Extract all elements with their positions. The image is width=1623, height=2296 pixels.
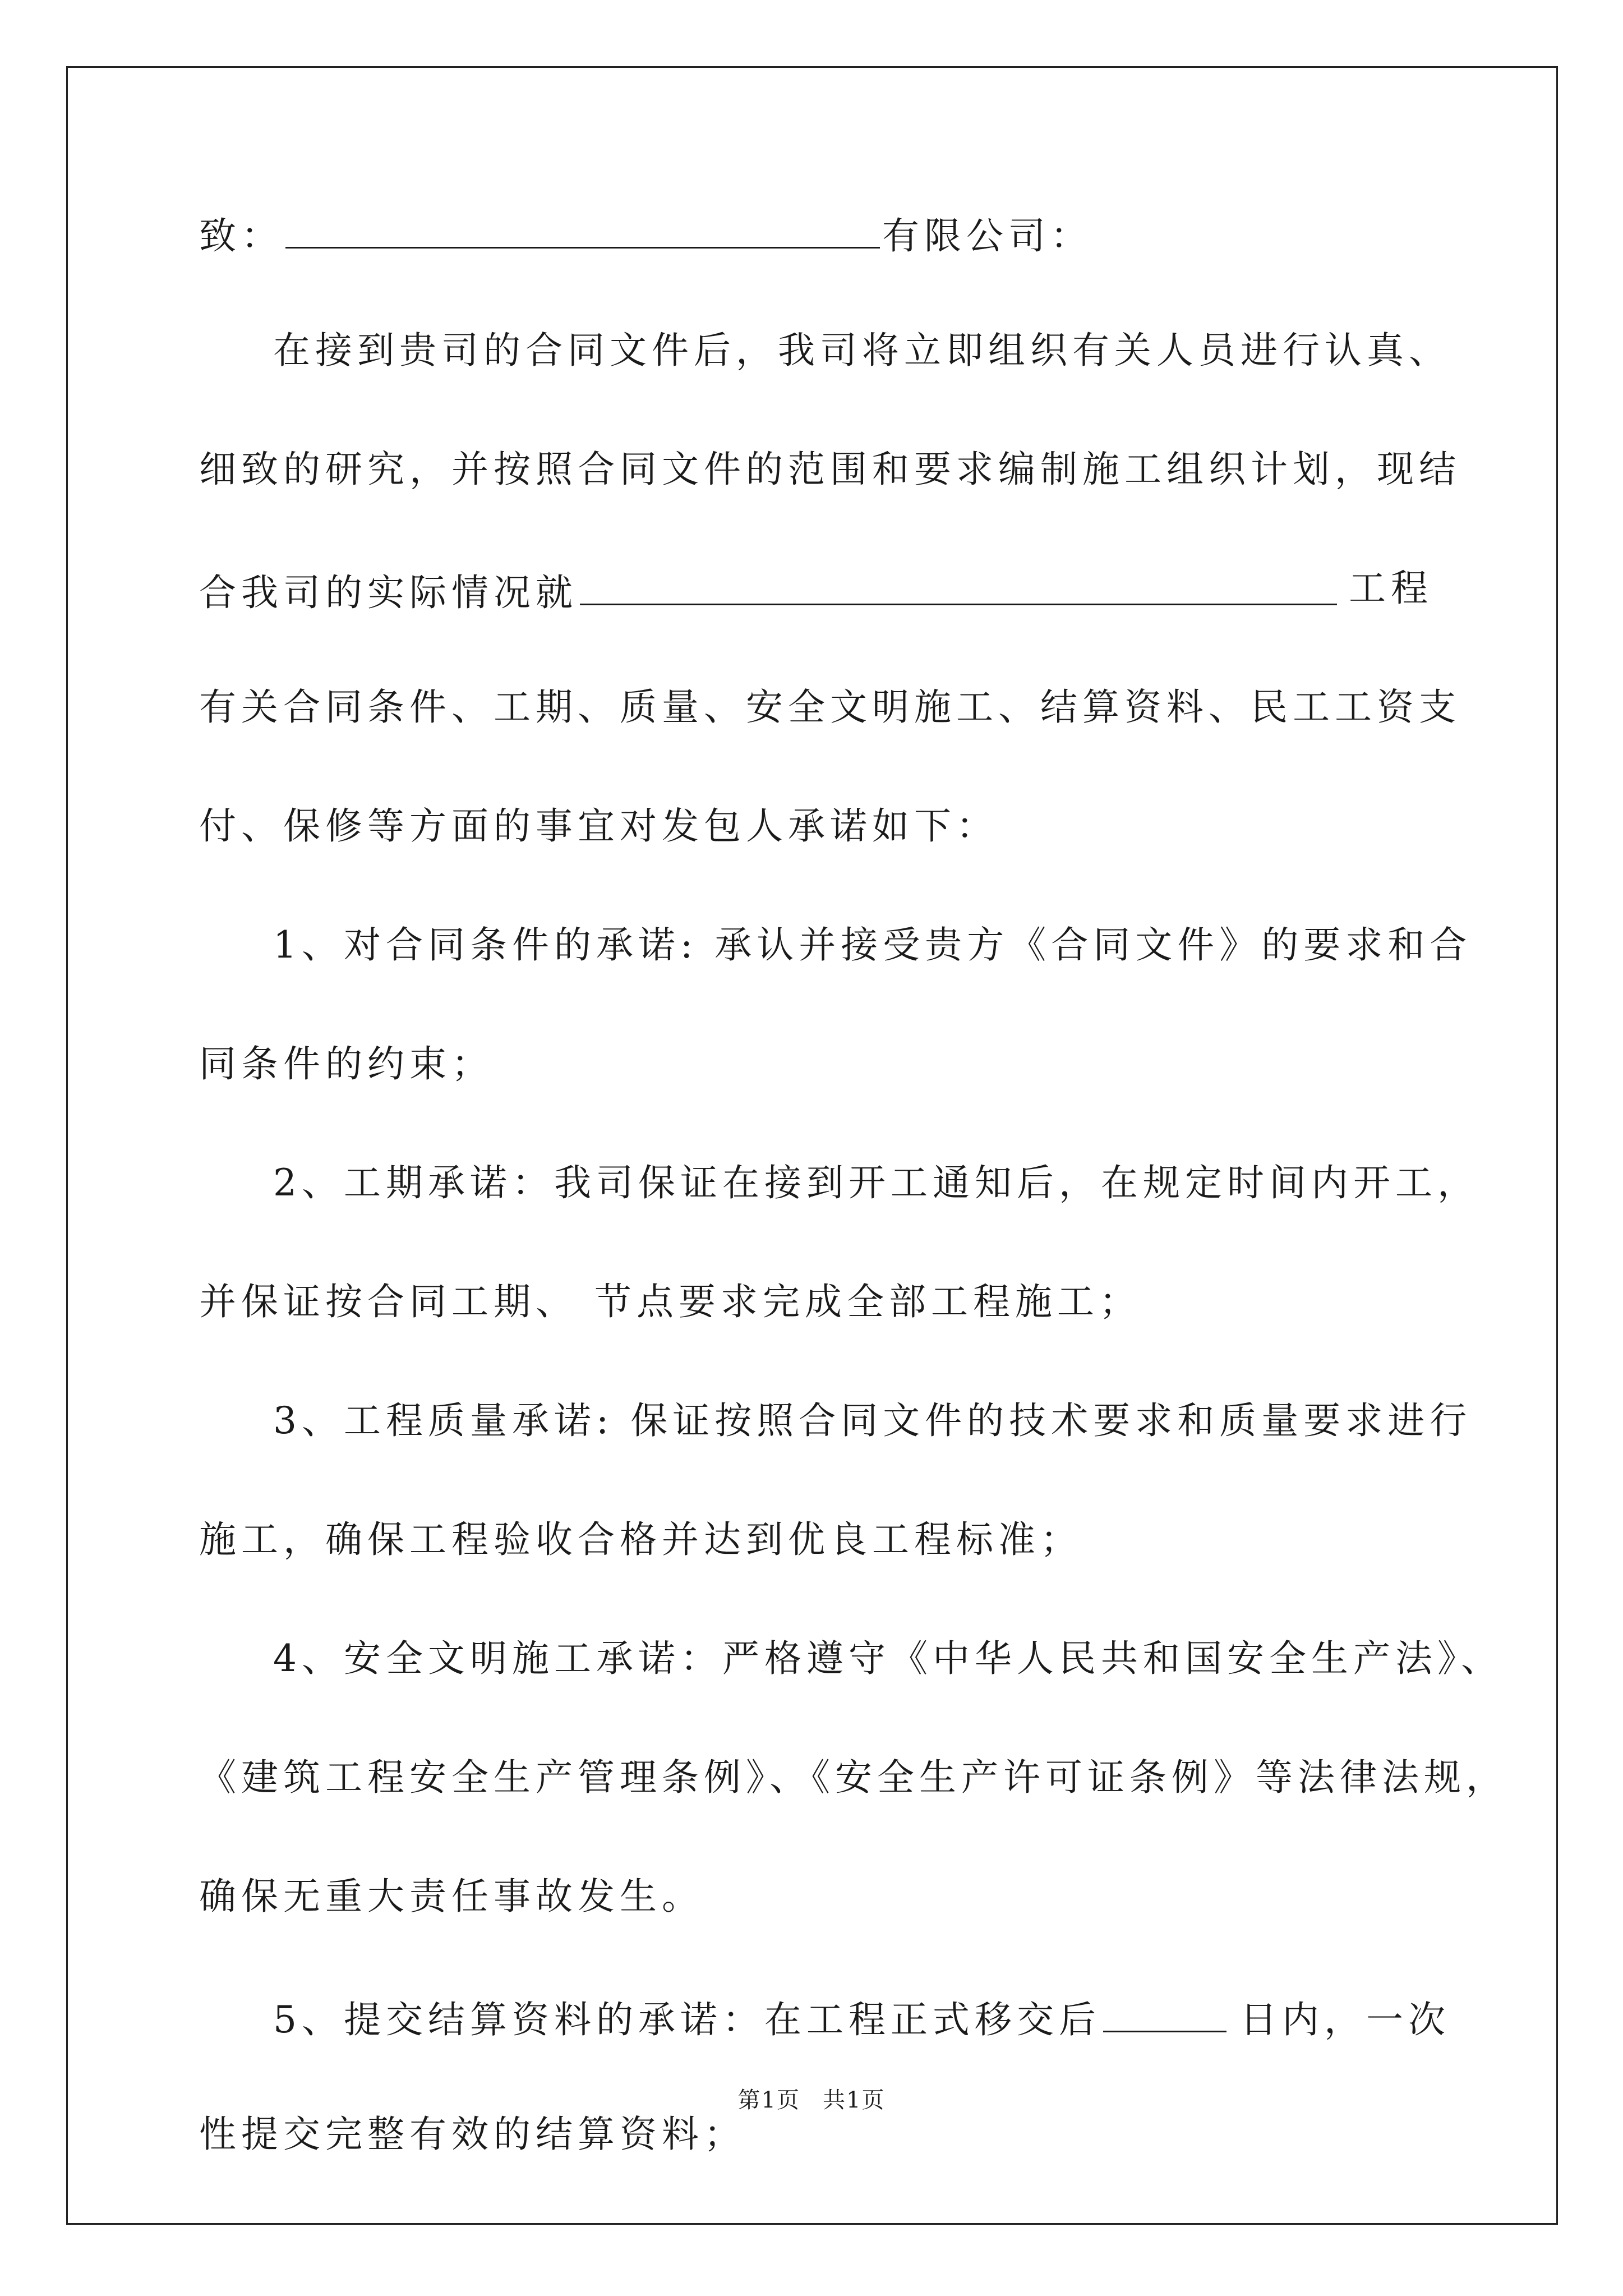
page-footer <box>0 2082 1623 2114</box>
paragraph-line: 有关合同条件、工期、质量、安全文明施工、结算资料、民工工资支 <box>199 685 1461 729</box>
commitment-item-3: 3、工程质量承诺: 保证按照合同文件的技术要求和质量要求进行 <box>273 1399 1472 1442</box>
salutation-line <box>199 213 1433 257</box>
company-name-blank <box>285 213 880 249</box>
document-body <box>199 213 1508 2235</box>
commitment-item-3-cont: 施工，确保工程验收合格并达到优良工程标准； <box>199 1518 1082 1561</box>
page-number-total: 共1页 <box>823 2087 886 2113</box>
days-blank <box>1103 1997 1227 2032</box>
salutation-suffix: 有限公司： <box>882 214 1092 257</box>
commitment-item-2-cont: 并保证按合同工期、 节点要求完成全部工程施工； <box>199 1280 1141 1323</box>
commitment-item-4: 4、安全文明施工承诺：严格遵守《中华人民共和国安全生产法》、 <box>273 1637 1503 1680</box>
page-number-current: 第1页 <box>737 2087 800 2113</box>
item5-suffix: 日内，一次 <box>1240 1998 1450 2041</box>
commitment-item-2: 2、工期承诺：我司保证在接到开工通知后，在规定时间内开工， <box>273 1161 1479 1204</box>
commitment-item-1: 1、对合同条件的承诺: 承认并接受贵方《合同文件》的要求和合 <box>273 923 1472 967</box>
commitment-item-5-cont: 性提交完整有效的结算资料； <box>199 2113 746 2156</box>
project-line-prefix: 合我司的实际情况就 <box>199 571 578 614</box>
project-line-suffix: 工程 <box>1349 567 1433 610</box>
commitment-item-4-cont: 确保无重大责任事故发生。 <box>199 1875 704 1918</box>
paragraph-line: 付、保修等方面的事宜对发包人承诺如下： <box>199 804 998 848</box>
paragraph-line: 在接到贵司的合同文件后，我司将立即组织有关人员进行认真、 <box>273 329 1451 372</box>
paragraph-line: 细致的研究，并按照合同文件的范围和要求编制施工组织计划，现结 <box>199 448 1461 491</box>
commitment-item-1-cont: 同条件的约束； <box>199 1042 494 1085</box>
paragraph-line <box>199 567 1433 614</box>
item5-prefix: 5、提交结算资料的承诺：在工程正式移交后 <box>273 1998 1101 2041</box>
commitment-item-4-cont: 《建筑工程安全生产管理条例》、《安全生产许可证条例》等法律法规， <box>199 1756 1508 1799</box>
project-name-blank <box>580 570 1337 605</box>
commitment-item-5 <box>199 1997 1450 2041</box>
salutation-prefix: 致： <box>199 214 283 257</box>
